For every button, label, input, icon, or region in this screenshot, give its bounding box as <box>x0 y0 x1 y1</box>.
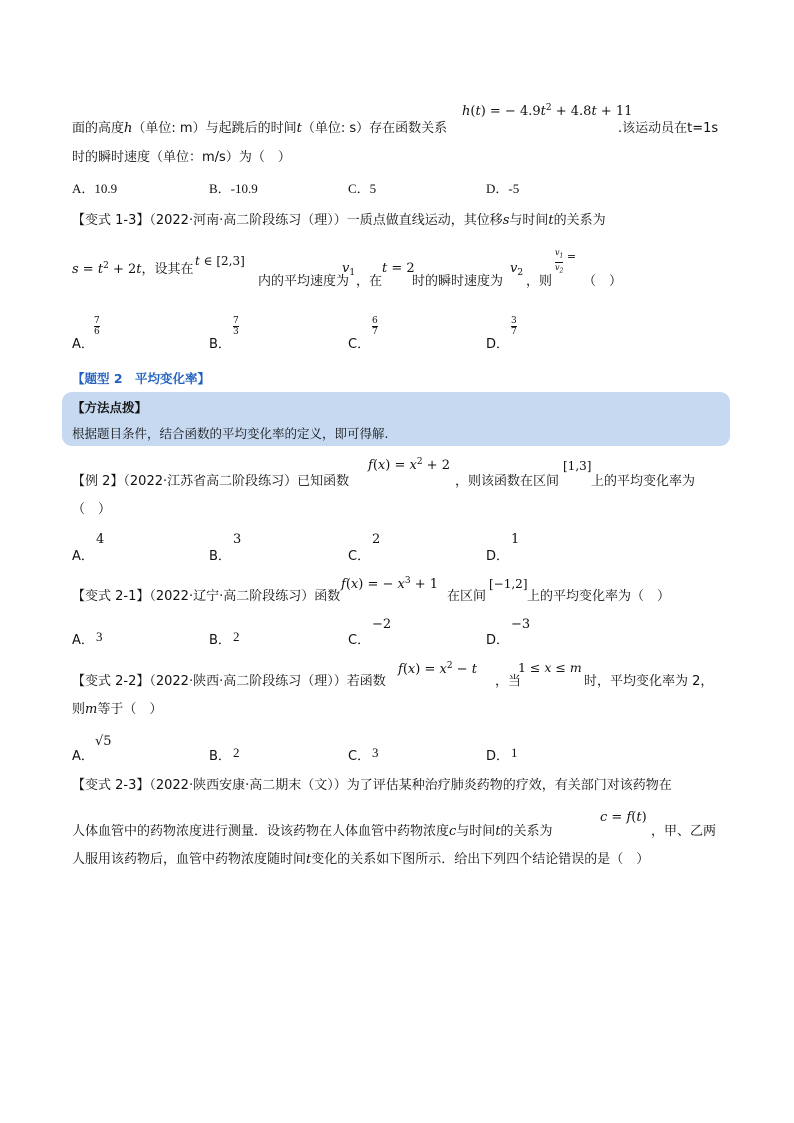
option-b-label: B． <box>209 633 231 648</box>
option-c-label: C． <box>348 633 371 648</box>
option-d-label: D． <box>486 549 510 564</box>
option-b-label: B． <box>209 749 231 764</box>
option-b-value: 2 <box>233 629 240 644</box>
option-a-value: 3 <box>96 629 103 644</box>
text: 变化的关系如下图所示．给出下列四个结论错误的是（ ） <box>311 852 650 867</box>
method-text: 根据题目条件，结合函数的平均变化率的定义，即可得解. <box>72 426 389 441</box>
question-header <box>72 209 606 228</box>
method-title: 【方法点拨】 <box>72 400 148 415</box>
math-var: s <box>502 213 510 228</box>
formula-interval: [−1,2] <box>489 577 528 591</box>
option-d-label: D． <box>486 337 510 352</box>
option-a-label: A． <box>72 749 94 764</box>
option-c: C．5 <box>348 181 377 196</box>
question-line <box>72 117 447 136</box>
question-header: 【变式 2-3】（2022·陕西安康·高二期末（文））为了评估某种治疗肺炎药物的疗效，有关部门对该药物在 <box>72 778 672 793</box>
formula-ratio: $\frac{v_1}{v_2}$ = <box>555 248 577 275</box>
formula-v1: $v_1$ <box>342 261 356 278</box>
option-b: B．-10.9 <box>209 181 258 196</box>
question-line: 时的瞬时速度（单位：m/s）为（ ） <box>72 150 291 165</box>
option-c-value: 3 <box>372 745 379 760</box>
text: 等于（ ） <box>97 702 163 717</box>
formula-v2: $v_2$ <box>510 261 524 278</box>
formula-f: $f(x) = x^2 + 2$ <box>368 457 450 473</box>
option-a-label: A． <box>72 337 94 352</box>
section-title: 【题型 2 平均变化率】 <box>72 371 211 386</box>
option-a-fraction: $\frac{7}{6}$ <box>94 316 100 337</box>
question-line <box>618 117 718 136</box>
option-c-label: C． <box>348 749 371 764</box>
option-a-value: √5 <box>95 734 112 749</box>
question-line <box>72 820 553 839</box>
text: t=1s <box>687 121 719 136</box>
text: 时的瞬时速度为 <box>412 274 504 289</box>
math-var: t <box>306 852 312 867</box>
text: 面的高度 <box>72 121 125 136</box>
option-b-fraction: $\frac{7}{3}$ <box>233 316 239 337</box>
option-c-label: C． <box>348 337 371 352</box>
question-header: 【变式 2-1】（2022·辽宁·高二阶段练习）函数 <box>72 589 341 604</box>
text: ，则 <box>526 274 553 289</box>
option-c-fraction: $\frac{6}{7}$ <box>372 316 378 337</box>
option-c-label: C． <box>348 549 371 564</box>
text: ，则该函数在区间 <box>455 474 560 489</box>
formula-f: $f(x) = x^2 - t$ <box>398 661 477 677</box>
option-a-label: A． <box>72 633 94 648</box>
option-d-label: D． <box>486 633 510 648</box>
option-d-value: 1 <box>511 532 520 547</box>
option-b-label: B． <box>209 549 231 564</box>
text: 内的平均速度为 <box>258 274 350 289</box>
text: ，当 <box>495 674 522 689</box>
text: 【变式 1-3】（2022·河南·高二阶段练习（理））一质点做直线运动，其位移 <box>72 213 503 228</box>
text: （单位: s）存在函数关系 <box>301 121 448 136</box>
formula-t2: t = 2 <box>382 261 415 276</box>
formula-f: f(x) = − $x^3 + 1$ <box>341 576 439 592</box>
option-d-value: 1 <box>511 745 518 760</box>
option-b-label: B． <box>209 337 231 352</box>
text: 人服用该药物后，血管中药物浓度随时间 <box>72 852 307 867</box>
question-line <box>72 698 162 717</box>
option-d: D．-5 <box>486 181 520 196</box>
math-var: t <box>548 213 554 228</box>
text: 时，平均变化率为 2， <box>584 674 714 689</box>
option-d-value: −3 <box>511 617 531 632</box>
math-var: t <box>495 824 501 839</box>
formula-s: $s = t^2 + 2t$ <box>72 261 142 277</box>
text: ，在 <box>356 274 383 289</box>
text: 与时间 <box>509 213 549 228</box>
text: （单位: m）与起跳后的时间 <box>132 121 297 136</box>
formula-c: c = f(t) <box>600 810 647 825</box>
formula-interval: [1,3] <box>563 459 592 473</box>
text: （ ） <box>583 274 623 289</box>
text: 在区间 <box>447 589 487 604</box>
text: ，甲、乙两 <box>651 824 717 839</box>
math-var: c <box>449 824 457 839</box>
text: .该运动员在 <box>618 121 688 136</box>
option-d-fraction: $\frac{3}{7}$ <box>511 316 517 337</box>
option-a: A．10.9 <box>72 181 118 196</box>
question-line <box>72 848 649 867</box>
option-c-value: 2 <box>372 532 381 547</box>
option-b-value: 2 <box>233 745 240 760</box>
formula-h: h(t) = − $4.9t^2 + 4.8t + 11$ <box>462 103 633 119</box>
text: （ ） <box>72 502 112 517</box>
question-header: 【例 2】（2022·江苏省高二阶段练习）已知函数 <box>72 474 350 489</box>
text: 则 <box>72 702 86 717</box>
math-var: m <box>85 702 98 717</box>
text: 上的平均变化率为 <box>591 474 696 489</box>
math-var: t <box>296 121 302 136</box>
option-a-label: A． <box>72 549 94 564</box>
text: 的关系为 <box>553 213 606 228</box>
text: ，设其在 <box>141 262 194 277</box>
formula-interval: t ∈ [2,3] <box>195 254 245 268</box>
formula-line <box>72 258 194 277</box>
question-header: 【变式 2-2】（2022·陕西·高二阶段练习（理））若函数 <box>72 674 386 689</box>
text: 与时间 <box>456 824 496 839</box>
option-b-value: 3 <box>233 532 242 547</box>
text: 上的平均变化率为（ ） <box>527 589 671 604</box>
math-var: h <box>124 121 133 136</box>
option-d-label: D． <box>486 749 510 764</box>
text: 的关系为 <box>500 824 553 839</box>
text: 人体血管中的药物浓度进行测量．设该药物在人体血管中药物浓度 <box>72 824 450 839</box>
option-c-value: −2 <box>372 617 392 632</box>
formula-cond: 1 ≤ x ≤ m <box>518 660 582 675</box>
option-a-value: 4 <box>96 532 105 547</box>
